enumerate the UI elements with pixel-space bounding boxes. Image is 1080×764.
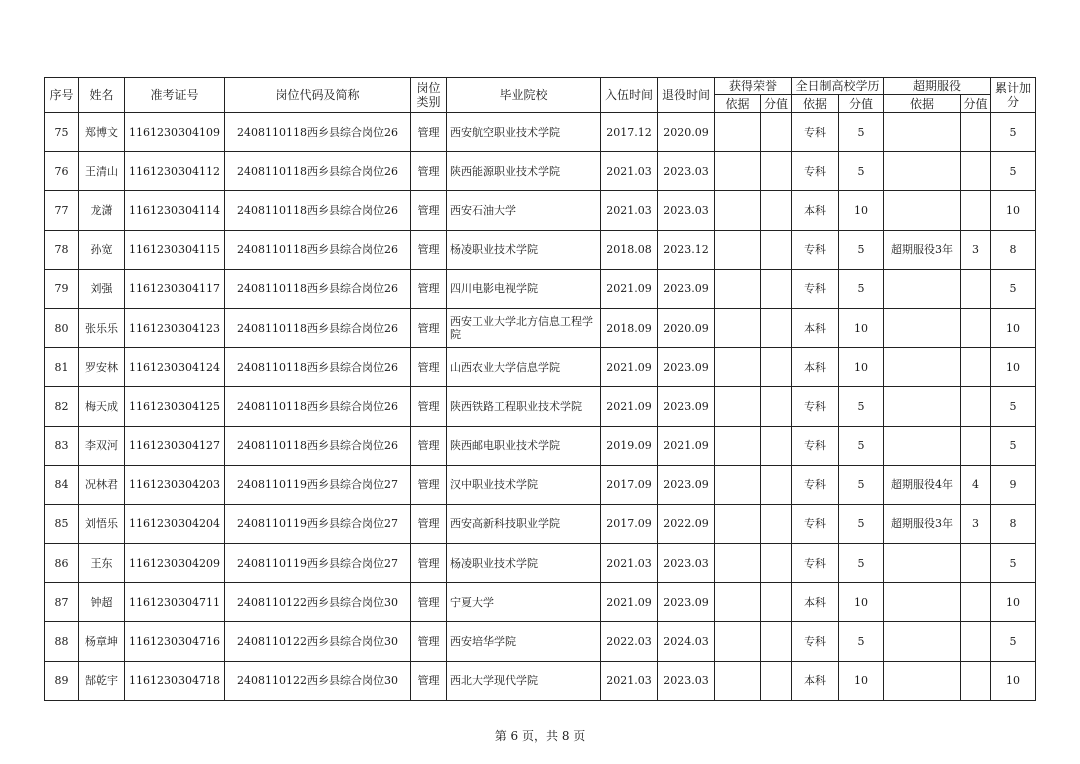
cell-edu-basis: 专科 [792, 426, 839, 465]
cell-post: 2408110118西乡县综合岗位26 [225, 426, 411, 465]
cell-discharge: 2023.03 [658, 661, 715, 700]
header-honor-basis: 依据 [715, 95, 761, 113]
cell-post-type: 管理 [411, 113, 447, 152]
cell-post-type: 管理 [411, 661, 447, 700]
cell-post: 2408110118西乡县综合岗位26 [225, 152, 411, 191]
header-name: 姓名 [79, 78, 125, 113]
cell-overtime-basis [884, 308, 961, 347]
cell-overtime-score [961, 348, 991, 387]
cell-name: 杨章坤 [79, 622, 125, 661]
cell-honor-basis [715, 191, 761, 230]
cell-honor-basis [715, 661, 761, 700]
cell-post-type: 管理 [411, 504, 447, 543]
cell-post: 2408110118西乡县综合岗位26 [225, 308, 411, 347]
cell-edu-score: 5 [839, 544, 884, 583]
cell-post-type: 管理 [411, 152, 447, 191]
cell-overtime-basis: 超期服役3年 [884, 230, 961, 269]
cell-edu-score: 10 [839, 308, 884, 347]
header-enlist: 入伍时间 [601, 78, 658, 113]
cell-school: 陕西能源职业技术学院 [447, 152, 601, 191]
cell-honor-basis [715, 269, 761, 308]
cell-enlist: 2021.09 [601, 269, 658, 308]
cell-honor-basis [715, 348, 761, 387]
cell-edu-score: 5 [839, 152, 884, 191]
cell-enlist: 2017.09 [601, 504, 658, 543]
cell-school: 宁夏大学 [447, 583, 601, 622]
cell-edu-basis: 专科 [792, 622, 839, 661]
cell-name: 钟超 [79, 583, 125, 622]
cell-edu-basis: 本科 [792, 661, 839, 700]
cell-post-type: 管理 [411, 230, 447, 269]
table-row [45, 622, 1036, 661]
cell-discharge: 2023.12 [658, 230, 715, 269]
cell-name: 张乐乐 [79, 308, 125, 347]
cell-enlist: 2018.09 [601, 308, 658, 347]
cell-enlist: 2021.03 [601, 191, 658, 230]
cell-honor-basis [715, 308, 761, 347]
cell-discharge: 2020.09 [658, 113, 715, 152]
cell-overtime-basis [884, 191, 961, 230]
table-row [45, 504, 1036, 543]
cell-exam-no: 1161230304718 [125, 661, 225, 700]
cell-total: 5 [991, 544, 1036, 583]
cell-post: 2408110122西乡县综合岗位30 [225, 661, 411, 700]
header-seq: 序号 [45, 78, 79, 113]
cell-honor-score [761, 191, 792, 230]
cell-name: 郜乾宇 [79, 661, 125, 700]
cell-overtime-score [961, 622, 991, 661]
cell-honor-basis [715, 113, 761, 152]
table-row [45, 230, 1036, 269]
cell-honor-score [761, 308, 792, 347]
header-overtime-score: 分值 [961, 95, 991, 113]
cell-post-type: 管理 [411, 191, 447, 230]
cell-enlist: 2021.09 [601, 387, 658, 426]
cell-honor-score [761, 661, 792, 700]
cell-total: 10 [991, 348, 1036, 387]
table-row [45, 426, 1036, 465]
cell-name: 李双河 [79, 426, 125, 465]
cell-honor-score [761, 348, 792, 387]
page-number: 第 6 页，共 8 页 [494, 729, 586, 743]
cell-enlist: 2018.08 [601, 230, 658, 269]
cell-post: 2408110122西乡县综合岗位30 [225, 622, 411, 661]
cell-enlist: 2017.09 [601, 465, 658, 504]
cell-overtime-score [961, 426, 991, 465]
table-row [45, 308, 1036, 347]
cell-discharge: 2022.09 [658, 504, 715, 543]
cell-seq: 82 [45, 387, 79, 426]
cell-post-type: 管理 [411, 426, 447, 465]
cell-total: 5 [991, 113, 1036, 152]
header-post-type: 岗位类别 [411, 78, 447, 113]
cell-exam-no: 1161230304204 [125, 504, 225, 543]
cell-honor-score [761, 269, 792, 308]
cell-overtime-basis [884, 387, 961, 426]
cell-discharge: 2023.03 [658, 544, 715, 583]
cell-school: 陕西铁路工程职业技术学院 [447, 387, 601, 426]
cell-overtime-basis [884, 113, 961, 152]
cell-edu-basis: 专科 [792, 152, 839, 191]
cell-total: 5 [991, 387, 1036, 426]
cell-total: 10 [991, 308, 1036, 347]
cell-honor-basis [715, 622, 761, 661]
cell-post: 2408110118西乡县综合岗位26 [225, 348, 411, 387]
cell-overtime-score [961, 113, 991, 152]
cell-exam-no: 1161230304716 [125, 622, 225, 661]
cell-school: 西安高新科技职业学院 [447, 504, 601, 543]
cell-total: 5 [991, 269, 1036, 308]
cell-exam-no: 1161230304109 [125, 113, 225, 152]
cell-school: 西安航空职业技术学院 [447, 113, 601, 152]
header-overtime: 超期服役 [884, 78, 991, 95]
cell-edu-score: 10 [839, 191, 884, 230]
cell-total: 8 [991, 230, 1036, 269]
cell-overtime-basis [884, 661, 961, 700]
cell-exam-no: 1161230304124 [125, 348, 225, 387]
table-row [45, 465, 1036, 504]
cell-post: 2408110119西乡县综合岗位27 [225, 544, 411, 583]
cell-seq: 88 [45, 622, 79, 661]
cell-honor-score [761, 426, 792, 465]
cell-school: 四川电影电视学院 [447, 269, 601, 308]
cell-name: 王东 [79, 544, 125, 583]
table-row [45, 661, 1036, 700]
table-row [45, 348, 1036, 387]
cell-overtime-score: 3 [961, 504, 991, 543]
cell-discharge: 2023.03 [658, 152, 715, 191]
cell-post: 2408110118西乡县综合岗位26 [225, 113, 411, 152]
cell-seq: 79 [45, 269, 79, 308]
cell-overtime-score [961, 583, 991, 622]
cell-post-type: 管理 [411, 622, 447, 661]
cell-edu-score: 5 [839, 622, 884, 661]
cell-post: 2408110119西乡县综合岗位27 [225, 465, 411, 504]
cell-overtime-basis: 超期服役4年 [884, 465, 961, 504]
cell-overtime-basis [884, 544, 961, 583]
cell-honor-basis [715, 152, 761, 191]
cell-seq: 77 [45, 191, 79, 230]
table-row [45, 191, 1036, 230]
cell-total: 5 [991, 152, 1036, 191]
cell-honor-basis [715, 426, 761, 465]
cell-edu-score: 10 [839, 583, 884, 622]
cell-overtime-score [961, 544, 991, 583]
cell-name: 梅天成 [79, 387, 125, 426]
cell-edu-basis: 专科 [792, 387, 839, 426]
cell-discharge: 2023.09 [658, 465, 715, 504]
table-body [45, 113, 1036, 701]
cell-seq: 81 [45, 348, 79, 387]
cell-edu-basis: 专科 [792, 504, 839, 543]
cell-enlist: 2021.03 [601, 544, 658, 583]
cell-enlist: 2019.09 [601, 426, 658, 465]
cell-edu-basis: 专科 [792, 269, 839, 308]
cell-exam-no: 1161230304711 [125, 583, 225, 622]
cell-overtime-score [961, 191, 991, 230]
cell-enlist: 2017.12 [601, 113, 658, 152]
cell-enlist: 2021.03 [601, 661, 658, 700]
cell-overtime-score [961, 387, 991, 426]
cell-total: 10 [991, 191, 1036, 230]
cell-school: 山西农业大学信息学院 [447, 348, 601, 387]
header-edu-score: 分值 [839, 95, 884, 113]
cell-discharge: 2023.03 [658, 191, 715, 230]
cell-edu-score: 5 [839, 426, 884, 465]
cell-school: 杨凌职业技术学院 [447, 544, 601, 583]
cell-discharge: 2021.09 [658, 426, 715, 465]
cell-honor-score [761, 152, 792, 191]
cell-enlist: 2022.03 [601, 622, 658, 661]
cell-total: 9 [991, 465, 1036, 504]
cell-name: 刘悟乐 [79, 504, 125, 543]
cell-edu-score: 5 [839, 113, 884, 152]
cell-school: 西安培华学院 [447, 622, 601, 661]
cell-honor-basis [715, 465, 761, 504]
header-honor: 获得荣誉 [715, 78, 792, 95]
cell-seq: 76 [45, 152, 79, 191]
cell-post: 2408110118西乡县综合岗位26 [225, 230, 411, 269]
table-row [45, 269, 1036, 308]
cell-enlist: 2021.09 [601, 348, 658, 387]
cell-edu-score: 10 [839, 661, 884, 700]
cell-edu-basis: 本科 [792, 308, 839, 347]
cell-name: 郑博文 [79, 113, 125, 152]
cell-edu-basis: 本科 [792, 583, 839, 622]
cell-school: 西北大学现代学院 [447, 661, 601, 700]
cell-overtime-basis [884, 269, 961, 308]
cell-edu-score: 5 [839, 269, 884, 308]
cell-overtime-basis: 超期服役3年 [884, 504, 961, 543]
cell-post: 2408110118西乡县综合岗位26 [225, 191, 411, 230]
cell-edu-score: 10 [839, 348, 884, 387]
cell-total: 10 [991, 583, 1036, 622]
cell-school: 汉中职业技术学院 [447, 465, 601, 504]
cell-honor-score [761, 583, 792, 622]
cell-seq: 80 [45, 308, 79, 347]
cell-overtime-basis [884, 348, 961, 387]
cell-seq: 89 [45, 661, 79, 700]
cell-discharge: 2023.09 [658, 583, 715, 622]
cell-post-type: 管理 [411, 269, 447, 308]
cell-exam-no: 1161230304114 [125, 191, 225, 230]
cell-name: 罗安林 [79, 348, 125, 387]
cell-discharge: 2023.09 [658, 269, 715, 308]
cell-exam-no: 1161230304117 [125, 269, 225, 308]
cell-post-type: 管理 [411, 308, 447, 347]
cell-total: 8 [991, 504, 1036, 543]
header-education: 全日制高校学历 [792, 78, 884, 95]
cell-post-type: 管理 [411, 465, 447, 504]
cell-edu-basis: 专科 [792, 544, 839, 583]
table-row [45, 583, 1036, 622]
cell-edu-basis: 本科 [792, 348, 839, 387]
cell-honor-score [761, 113, 792, 152]
cell-honor-basis [715, 387, 761, 426]
cell-edu-score: 5 [839, 504, 884, 543]
table-row [45, 544, 1036, 583]
cell-seq: 83 [45, 426, 79, 465]
cell-honor-basis [715, 583, 761, 622]
cell-school: 西安工业大学北方信息工程学院 [447, 308, 601, 347]
cell-exam-no: 1161230304209 [125, 544, 225, 583]
cell-post: 2408110118西乡县综合岗位26 [225, 387, 411, 426]
cell-post-type: 管理 [411, 348, 447, 387]
cell-honor-basis [715, 504, 761, 543]
cell-honor-score [761, 230, 792, 269]
cell-overtime-score [961, 152, 991, 191]
cell-overtime-basis [884, 152, 961, 191]
score-table [44, 77, 1036, 701]
cell-discharge: 2023.09 [658, 387, 715, 426]
cell-exam-no: 1161230304123 [125, 308, 225, 347]
cell-seq: 75 [45, 113, 79, 152]
cell-overtime-score: 4 [961, 465, 991, 504]
cell-honor-score [761, 544, 792, 583]
cell-post: 2408110122西乡县综合岗位30 [225, 583, 411, 622]
cell-honor-score [761, 387, 792, 426]
cell-overtime-score [961, 308, 991, 347]
cell-exam-no: 1161230304127 [125, 426, 225, 465]
cell-post-type: 管理 [411, 583, 447, 622]
cell-honor-basis [715, 544, 761, 583]
cell-seq: 84 [45, 465, 79, 504]
header-honor-score: 分值 [761, 95, 792, 113]
header-total: 累计加分 [991, 78, 1036, 113]
cell-discharge: 2020.09 [658, 308, 715, 347]
cell-enlist: 2021.09 [601, 583, 658, 622]
cell-edu-basis: 专科 [792, 113, 839, 152]
cell-school: 陕西邮电职业技术学院 [447, 426, 601, 465]
cell-overtime-basis [884, 426, 961, 465]
cell-post: 2408110119西乡县综合岗位27 [225, 504, 411, 543]
table-row [45, 152, 1036, 191]
cell-edu-score: 5 [839, 387, 884, 426]
cell-name: 况林君 [79, 465, 125, 504]
header-overtime-basis: 依据 [884, 95, 961, 113]
cell-post-type: 管理 [411, 544, 447, 583]
cell-seq: 78 [45, 230, 79, 269]
cell-exam-no: 1161230304203 [125, 465, 225, 504]
cell-seq: 87 [45, 583, 79, 622]
cell-honor-score [761, 504, 792, 543]
cell-honor-score [761, 622, 792, 661]
cell-overtime-basis [884, 622, 961, 661]
cell-total: 5 [991, 426, 1036, 465]
cell-overtime-score: 3 [961, 230, 991, 269]
header-school: 毕业院校 [447, 78, 601, 113]
cell-enlist: 2021.03 [601, 152, 658, 191]
header-discharge: 退役时间 [658, 78, 715, 113]
cell-exam-no: 1161230304112 [125, 152, 225, 191]
cell-discharge: 2024.03 [658, 622, 715, 661]
cell-post-type: 管理 [411, 387, 447, 426]
cell-school: 杨凌职业技术学院 [447, 230, 601, 269]
cell-total: 10 [991, 661, 1036, 700]
header-exam-no: 准考证号 [125, 78, 225, 113]
cell-school: 西安石油大学 [447, 191, 601, 230]
cell-name: 龙潇 [79, 191, 125, 230]
cell-honor-basis [715, 230, 761, 269]
cell-seq: 86 [45, 544, 79, 583]
cell-exam-no: 1161230304115 [125, 230, 225, 269]
cell-edu-basis: 本科 [792, 191, 839, 230]
cell-overtime-score [961, 269, 991, 308]
cell-edu-basis: 专科 [792, 230, 839, 269]
cell-name: 刘强 [79, 269, 125, 308]
cell-post: 2408110118西乡县综合岗位26 [225, 269, 411, 308]
table-row [45, 387, 1036, 426]
cell-overtime-basis [884, 583, 961, 622]
header-edu-basis: 依据 [792, 95, 839, 113]
cell-discharge: 2023.09 [658, 348, 715, 387]
cell-edu-basis: 专科 [792, 465, 839, 504]
cell-name: 孙宽 [79, 230, 125, 269]
cell-name: 王清山 [79, 152, 125, 191]
cell-overtime-score [961, 661, 991, 700]
cell-edu-score: 5 [839, 230, 884, 269]
header-post-code: 岗位代码及简称 [225, 78, 411, 113]
cell-seq: 85 [45, 504, 79, 543]
cell-honor-score [761, 465, 792, 504]
table-row [45, 113, 1036, 152]
cell-exam-no: 1161230304125 [125, 387, 225, 426]
cell-total: 5 [991, 622, 1036, 661]
cell-edu-score: 5 [839, 465, 884, 504]
